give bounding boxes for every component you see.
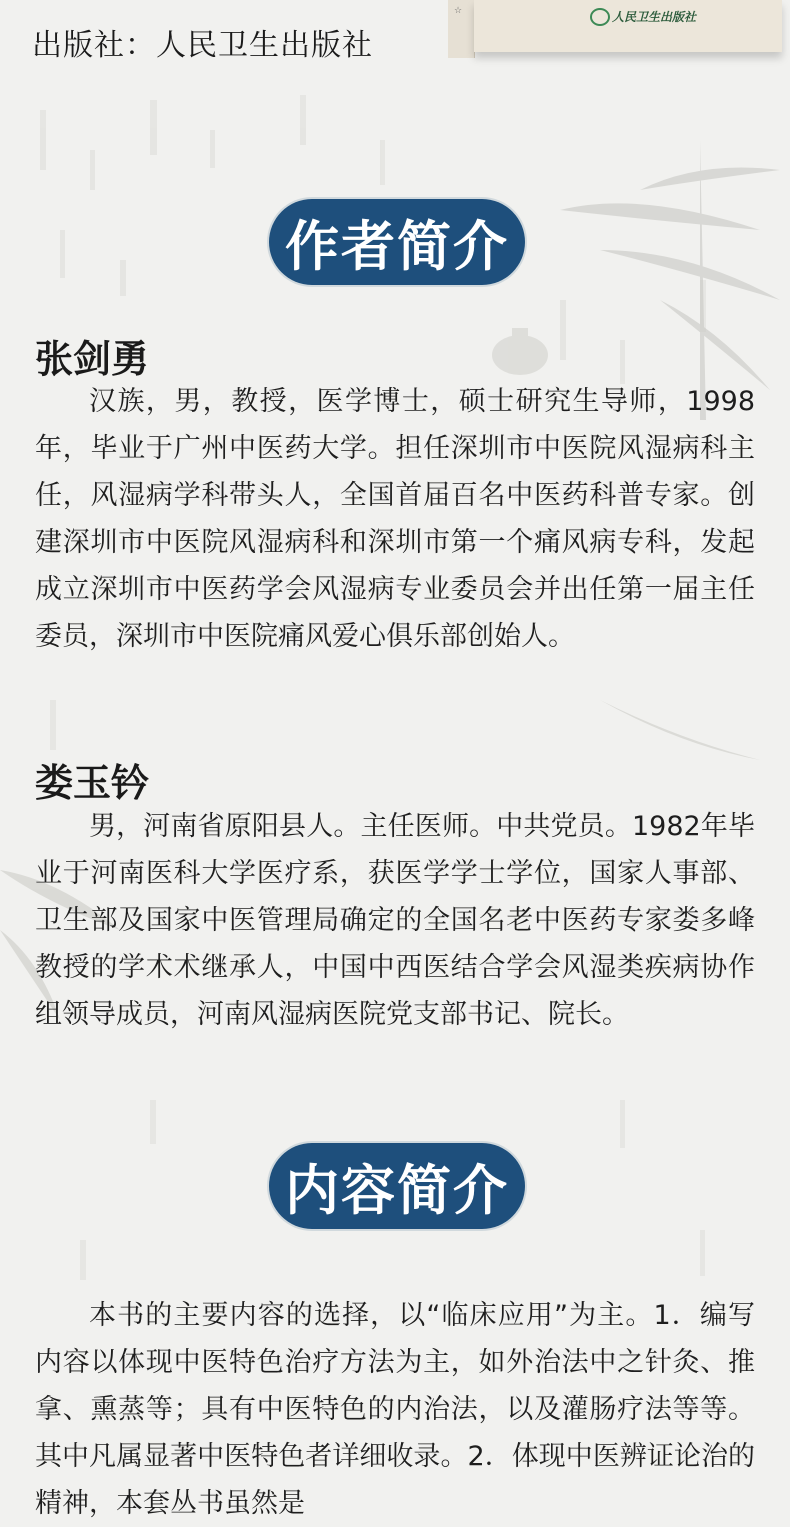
author-bio: 汉族，男，教授，医学博士，硕士研究生导师，1998年，毕业于广州中医药大学。担任深圳市中医院风湿病科主任，风湿病学科带头人，全国首届百名中医药科普专家。创建深圳市中医院风湿病科和深圳市第一个痛风病专科，发起成立深圳市中医药学会风湿病专业委员会并出任第一届主任委员，深圳市中医院痛风爱心俱乐部创始人。 (35, 386, 755, 652)
book-cover-thumbnail (448, 0, 790, 62)
book-spine: ☆ (448, 0, 475, 58)
book-publisher-logo-text: 人民卫生出版社 (612, 10, 697, 24)
author-intro-heading-label: 作者简介 (285, 214, 509, 278)
publisher-line: 出版社：人民卫生出版社 (32, 28, 373, 63)
content-intro-text: 本书的主要内容的选择，以“临床应用”为主。1．编写内容以体现中医特色治疗方法为主，如外治法中之针灸、推拿、熏蒸等；具有中医特色的内治法，以及灌肠疗法等等。其中凡属显著中医特色者详细收录。2．体现中医辨证论治的精神，本套丛书虽然是 (35, 1300, 755, 1519)
content-intro-heading-label: 内容简介 (285, 1158, 509, 1222)
book-cover (474, 0, 782, 52)
author-name: 娄玉钤 (35, 761, 150, 805)
author-name: 张剑勇 (35, 337, 150, 381)
author-intro-heading (269, 199, 525, 285)
content-intro-heading (269, 1143, 525, 1229)
publisher-logo-icon (590, 8, 610, 26)
author-bio: 男，河南省原阳县人。主任医师。中共党员。1982年毕业于河南医科大学医疗系，获医学学士学位，国家人事部、卫生部及国家中医管理局确定的全国名老中医药专家娄多峰教授的学术术继承人，中国中西医结合学会风湿类疾病协作组领导成员，河南风湿病医院党支部书记、院长。 (35, 811, 755, 1030)
